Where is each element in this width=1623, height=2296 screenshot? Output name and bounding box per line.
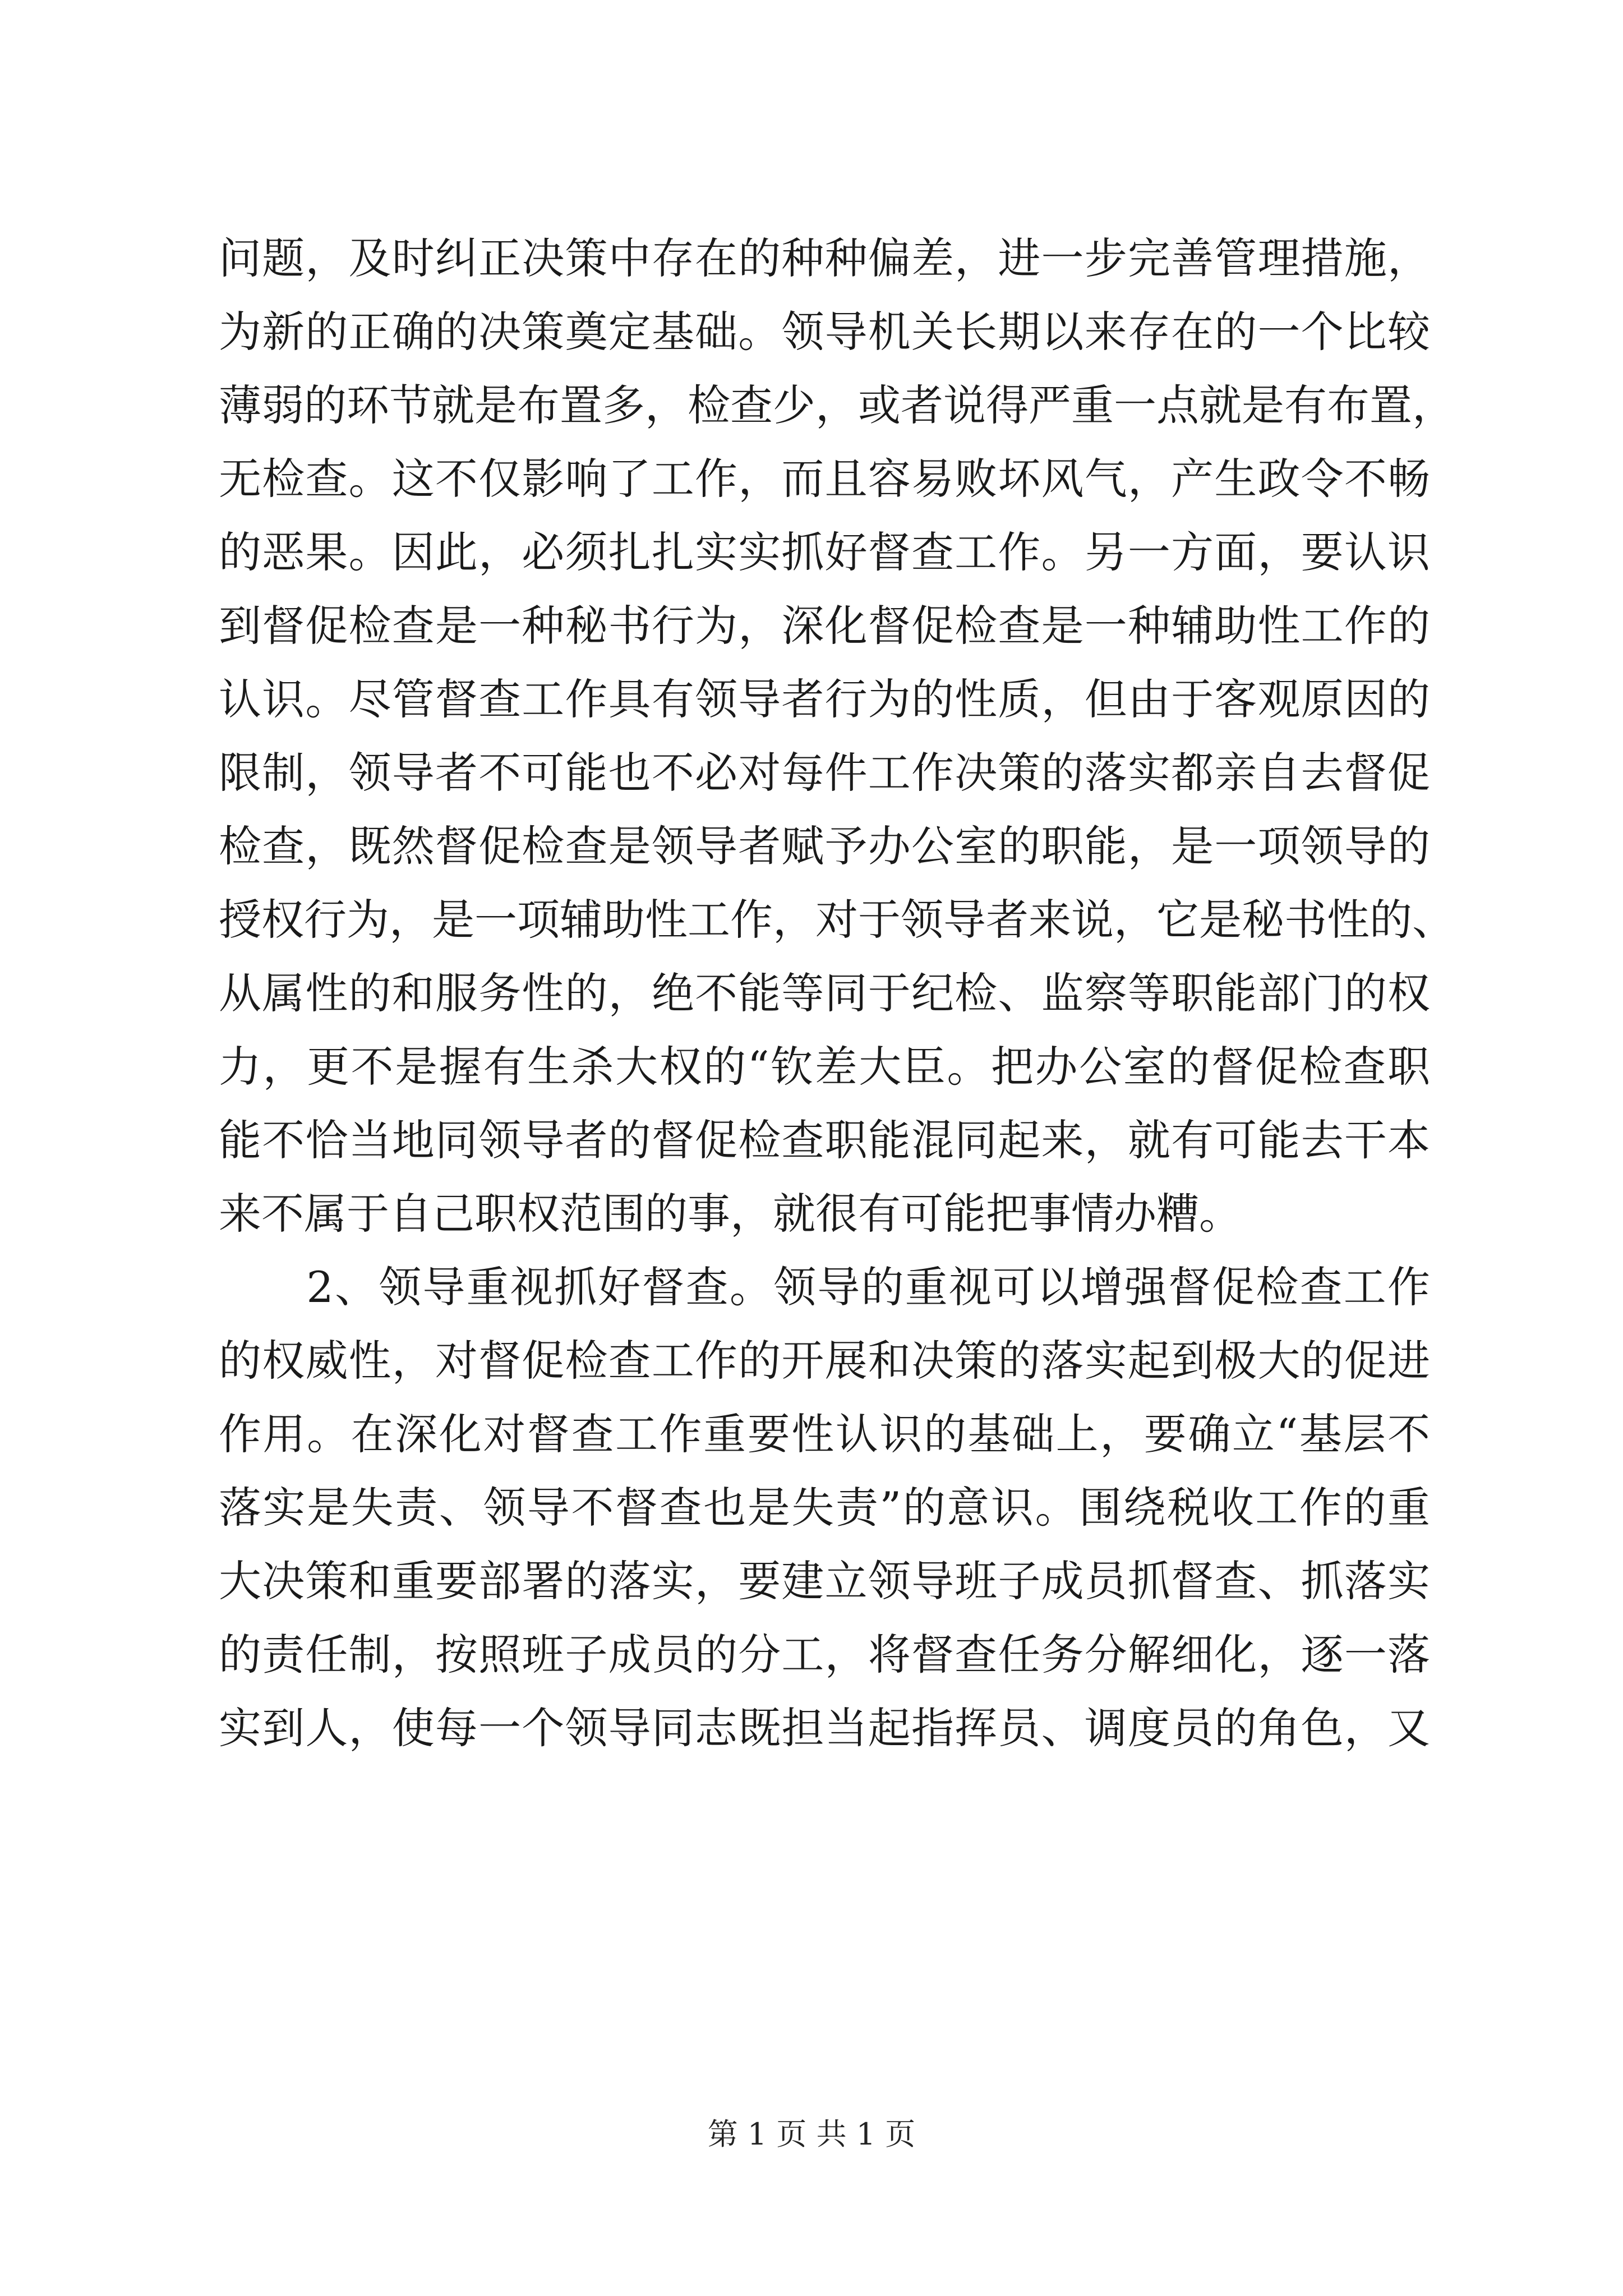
paragraph-end-line: 来不属于自己职权范围的事，就很有可能把事情办糟。 [219,1189,1242,1239]
text-line: 能不恰当地同领导者的督促检查职能混同起来，就有可能去干本 [219,1115,1430,1165]
paragraph-start-line: 2、领导重视抓好督查。领导的重视可以增强督促检查工作 [219,1262,1430,1312]
text-line: 无检查。这不仅影响了工作，而且容易败坏风气，产生政令不畅 [219,454,1430,504]
text-line: 落实是失责、领导不督查也是失责”的意识。围绕税收工作的重 [219,1483,1430,1533]
page-number-label: 第 1 页 共 1 页 [707,2116,916,2152]
text-line: 为新的正确的决策奠定基础。领导机关长期以来存在的一个比较 [219,307,1430,357]
text-line: 力，更不是握有生杀大权的“钦差大臣。把办公室的督促检查职 [219,1042,1430,1092]
text-line: 大决策和重要部署的落实，要建立领导班子成员抓督查、抓落实 [219,1556,1430,1606]
page-footer [0,2115,1623,2154]
text-line: 从属性的和服务性的，绝不能等同于纪检、监察等职能部门的权 [219,968,1430,1018]
document-body [219,222,1455,1765]
text-line: 的责任制，按照班子成员的分工，将督查任务分解细化，逐一落 [219,1630,1430,1680]
text-line: 作用。在深化对督查工作重要性认识的基础上，要确立“基层不 [219,1409,1430,1459]
text-line: 薄弱的环节就是布置多，检查少，或者说得严重一点就是有布置， [219,380,1455,430]
text-line: 认识。尽管督查工作具有领导者行为的性质，但由于客观原因的 [219,674,1430,724]
text-line: 的恶果。因此，必须扎扎实实抓好督查工作。另一方面，要认识 [219,527,1430,577]
text-line: 的权威性，对督促检查工作的开展和决策的落实起到极大的促进 [219,1336,1430,1386]
text-line: 授权行为，是一项辅助性工作，对于领导者来说，它是秘书性的、 [219,895,1455,945]
text-line: 实到人，使每一个领导同志既担当起指挥员、调度员的角色，又 [219,1703,1430,1753]
text-line: 到督促检查是一种秘书行为，深化督促检查是一种辅助性工作的 [219,601,1430,651]
text-line: 限制，领导者不可能也不必对每件工作决策的落实都亲自去督促 [219,748,1430,798]
text-line: 问题，及时纠正决策中存在的种种偏差，进一步完善管理措施， [219,233,1430,283]
text-line: 检查，既然督促检查是领导者赋予办公室的职能，是一项领导的 [219,821,1430,871]
